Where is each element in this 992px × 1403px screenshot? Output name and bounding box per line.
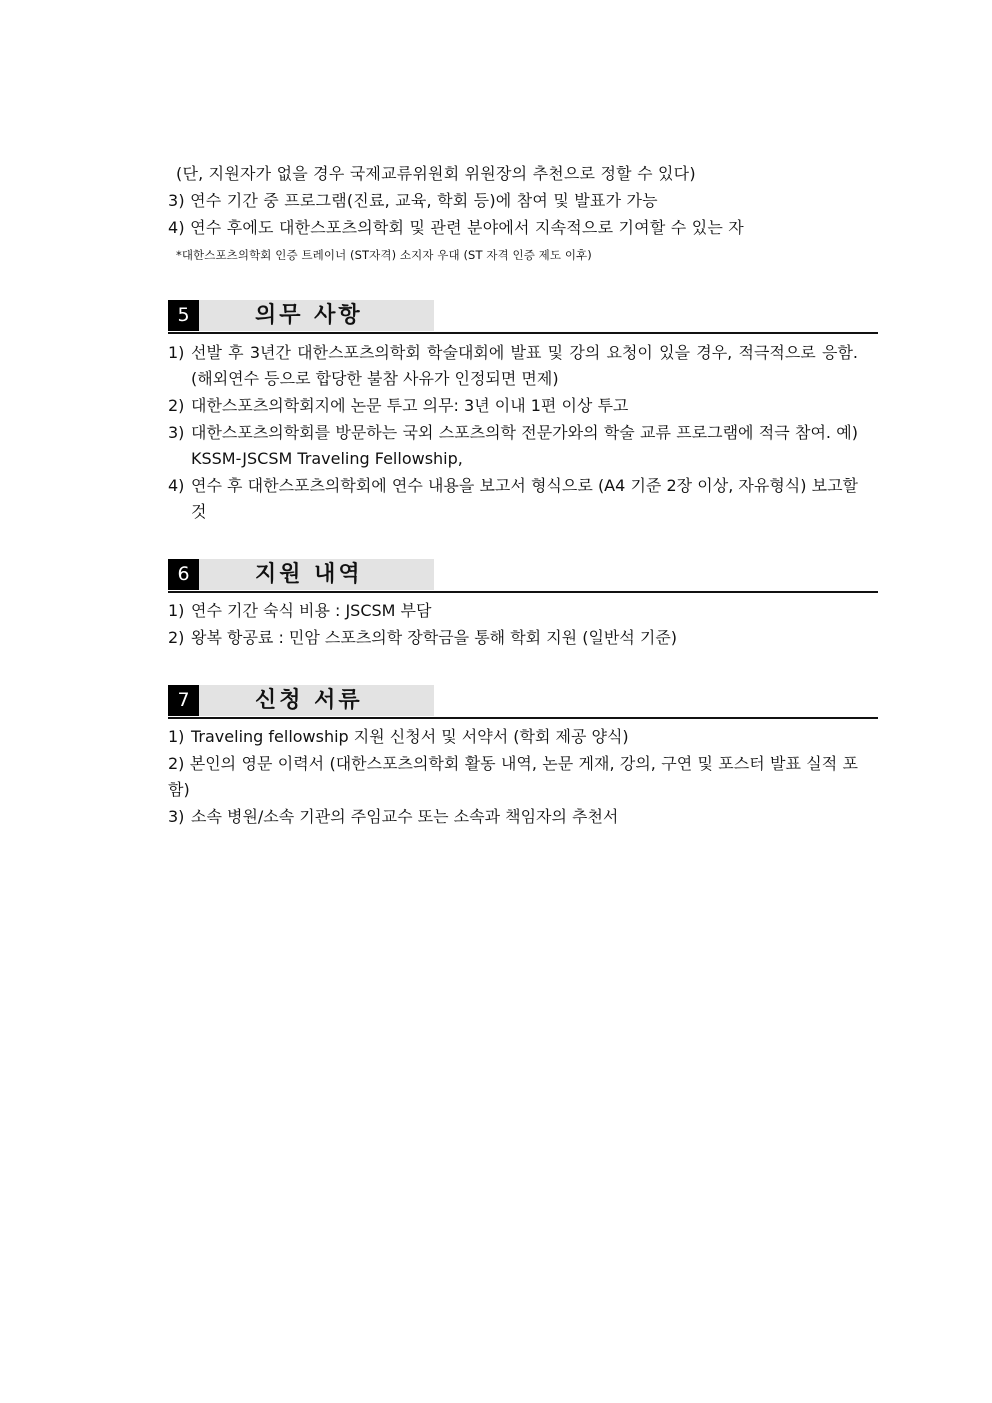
item-number: 4) <box>168 476 185 495</box>
section-number: 5 <box>168 300 199 331</box>
item-text: 왕복 항공료 : 민암 스포츠의학 장학금을 통해 학회 지원 (일반석 기준) <box>191 628 678 647</box>
item-text: 연수 기간 숙식 비용 : JSCSM 부담 <box>191 601 432 620</box>
section-title: 지원 내역 <box>255 562 363 587</box>
section-title-box <box>199 685 434 716</box>
intro-line-2: 3) 연수 기간 중 프로그램(진료, 교육, 학회 등)에 참여 및 발표가 가능 <box>168 191 658 210</box>
intro-line-3: 4) 연수 후에도 대한스포츠의학회 및 관련 분야에서 지속적으로 기여할 수 있는 자 <box>168 218 744 237</box>
section-header-7 <box>168 685 878 719</box>
intro-line-1: (단, 지원자가 없을 경우 국제교류위원회 위원장의 추천으로 정할 수 있다) <box>176 164 696 183</box>
item-number: 1) <box>168 727 185 746</box>
section-title: 신청 서류 <box>255 688 363 713</box>
list-item <box>168 625 858 651</box>
item-number: 2) <box>168 628 185 647</box>
item-number: 2) <box>168 396 185 415</box>
list-item <box>168 473 858 525</box>
section-title-box <box>199 300 434 331</box>
item-text: 대한스포츠의학회를 방문하는 국외 스포츠의학 전문가와의 학술 교류 프로그램에 적극 참여. 예) KSSM-JSCSM Traveling Fellowship, <box>191 423 858 468</box>
section-number: 7 <box>168 685 199 716</box>
intro-note: *대한스포츠의학회 인증 트레이너 (ST자격) 소지자 우대 (ST 자격 인증 제도 이후) <box>176 248 592 262</box>
section-title-box <box>199 559 434 590</box>
list-item <box>168 598 858 624</box>
item-text: 선발 후 3년간 대한스포츠의학회 학술대회에 발표 및 강의 요청이 있을 경우, 적극적으로 응함.(해외연수 등으로 합당한 불참 사유가 인정되면 면제) <box>191 343 858 388</box>
item-text: 소속 병원/소속 기관의 주임교수 또는 소속과 책임자의 추천서 <box>191 807 619 826</box>
item-number: 1) <box>168 601 185 620</box>
section-title: 의무 사항 <box>255 303 363 328</box>
item-number: 1) <box>168 343 185 362</box>
list-item <box>168 751 858 803</box>
item-text: 2) 본인의 영문 이력서 (대한스포츠의학회 활동 내역, 논문 게재, 강의, 구연 및 포스터 발표 실적 포함) <box>168 754 858 799</box>
item-text: 연수 후 대한스포츠의학회에 연수 내용을 보고서 형식으로 (A4 기준 2장 이상, 자유형식) 보고할 것 <box>191 476 858 521</box>
item-number: 3) <box>168 807 185 826</box>
list-item <box>168 804 858 830</box>
list-item <box>168 420 858 472</box>
item-text: 대한스포츠의학회지에 논문 투고 의무: 3년 이내 1편 이상 투고 <box>191 396 629 415</box>
section-number: 6 <box>168 559 199 590</box>
item-number: 3) <box>168 423 185 442</box>
item-text: Traveling fellowship 지원 신청서 및 서약서 (학회 제공 양식) <box>191 727 629 746</box>
section-header-6 <box>168 559 878 593</box>
list-item <box>168 340 858 392</box>
section-header-5 <box>168 300 878 334</box>
list-item <box>168 724 858 750</box>
list-item <box>168 393 858 419</box>
